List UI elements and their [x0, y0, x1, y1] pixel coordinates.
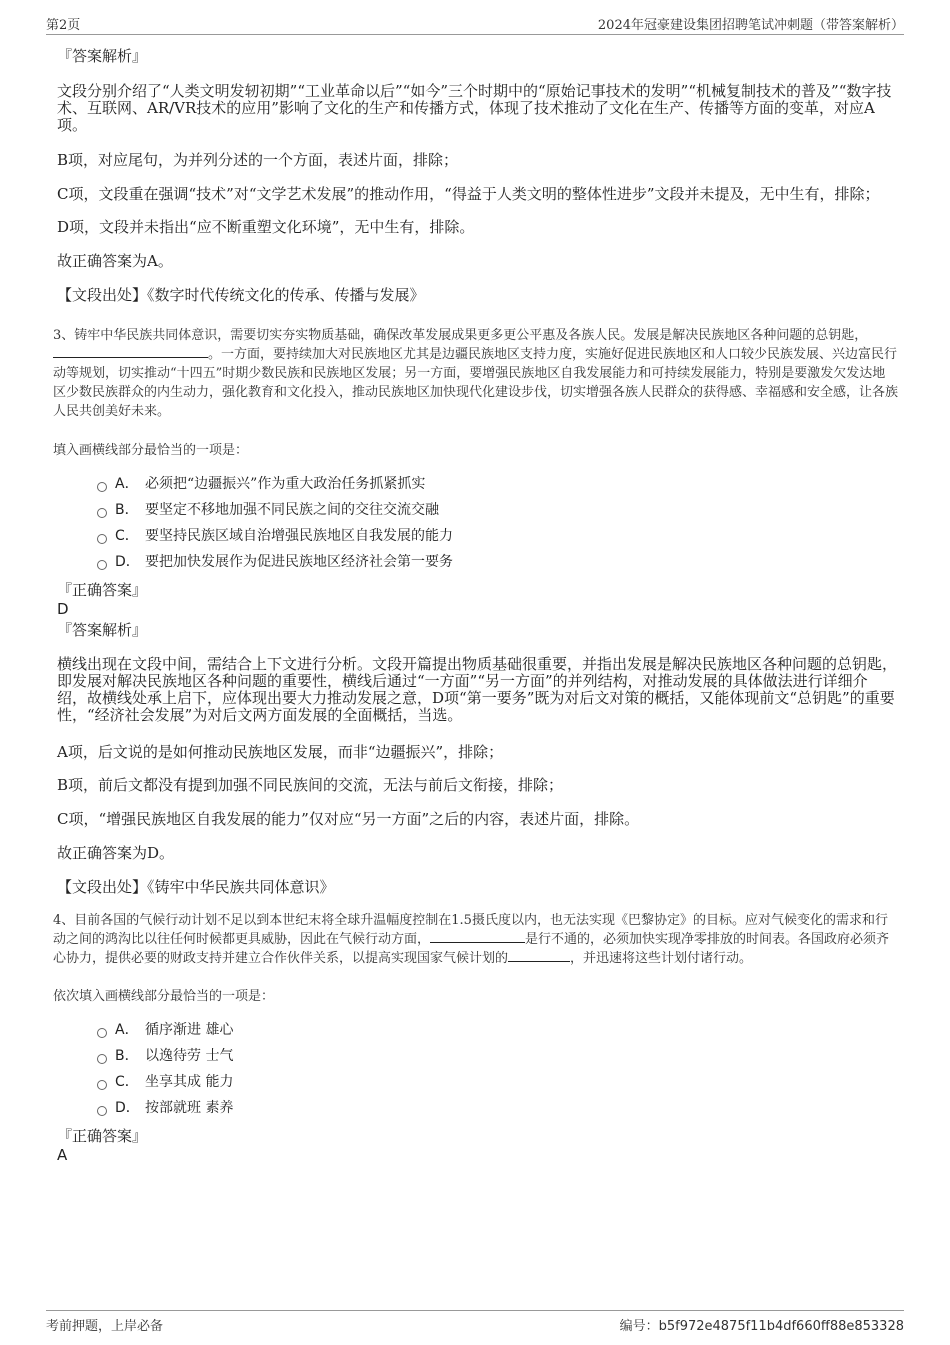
option-text: 要把加快发展作为促进民族地区经济社会第一要务: [145, 554, 453, 570]
q3-option-b[interactable]: [97, 501, 439, 519]
q4-option-d[interactable]: [97, 1099, 233, 1117]
q3-stem: [53, 326, 898, 421]
q3-stem-part-1: 3、铸牢中华民族共同体意识，需要切实夯实物质基础，确保改革发展成果更多更公平惠及各族人民。发展是解决民族地区各种问题的总钥匙，: [53, 328, 868, 343]
q2-analysis-d: D项，文段并未指出“应不断重塑文化环境”，无中生有，排除。: [57, 218, 475, 236]
q3-answer-label: 『正确答案』: [57, 581, 148, 599]
q4-answer-label: 『正确答案』: [57, 1127, 148, 1145]
option-letter: B．: [115, 1048, 139, 1064]
option-text: 要坚定不移地加强不同民族之间的交往交流交融: [145, 502, 439, 518]
option-text: 必须把“边疆振兴”作为重大政治任务抓紧抓实: [145, 476, 426, 492]
q4-stem-part-2: 是行不通的，必须加快实现净零排放的时间表。各国政府必须齐心协力，提供必要的财政支持并建立合作伙伴关系，以提高实现国家气候计划的: [53, 932, 890, 966]
q4-stem: [53, 911, 898, 968]
option-letter: C．: [115, 1074, 139, 1090]
q3-stem-part-2: 。一方面，要持续加大对民族地区尤其是边疆民族地区支持力度，实施好促进民族地区和人口较少民族发展、兴边富民行动等规划，切实推动“十四五”时期少数民族和民族地区发展；另一方面，要增强民族地区自我发展能力和可持续发展能力，特别是要激发欠发达地区少数民族群众的内生动力，强化教育和文化投入，推动民族地区加快现代化建设步伐，切实增强各族人民群众的获得感、幸福感和安全感，让各族人民共创美好未来。: [53, 347, 899, 419]
q2-conclusion: 故正确答案为A。: [57, 252, 173, 270]
q2-analysis-c: C项，文段重在强调“技术”对“文学艺术发展”的推动作用，“得益于人类文明的整体性进步”文段并未提及，无中生有，排除；: [57, 185, 880, 203]
q4-instruction: 依次填入画横线部分最恰当的一项是：: [53, 989, 275, 1004]
option-text: 以逸待劳 士气: [145, 1048, 234, 1064]
q3-analysis-a: A项，后文说的是如何推动民族地区发展，而非“边疆振兴”，排除；: [57, 743, 504, 761]
q3-analysis-text: 横线出现在文段中间，需结合上下文进行分析。文段开篇提出物质基础很重要，并指出发展是解决民族地区各种问题的总钥匙，即发展对解决民族地区各种问题的重要性，横线后通过“一方面”“另一方面”的并列结构，对推动发展的具体做法进行详细介绍，故横线处承上启下，应体现出要大力推动发展之意，D项“第一要务”既为对后文对策的概括，又能体现前文“总钥匙”的重要性，“经济社会发展”为对后文两方面发展的全面概括，当选。: [57, 655, 898, 724]
q3-option-c[interactable]: [97, 527, 453, 545]
radio-icon[interactable]: [97, 1080, 107, 1090]
q2-analysis-label: 『答案解析』: [57, 47, 148, 65]
radio-icon[interactable]: [97, 1028, 107, 1038]
option-letter: A．: [115, 1022, 139, 1038]
page-number: 第2页: [46, 18, 81, 33]
radio-icon[interactable]: [97, 560, 107, 570]
radio-icon[interactable]: [97, 508, 107, 518]
q4-option-b[interactable]: [97, 1047, 233, 1065]
option-letter: A．: [115, 476, 139, 492]
footer-slogan: 考前押题，上岸必备: [46, 1319, 164, 1334]
q4-blank-1: [430, 930, 525, 943]
q3-instruction: 填入画横线部分最恰当的一项是：: [53, 443, 249, 458]
radio-icon[interactable]: [97, 1106, 107, 1116]
q3-analysis-b: B项，前后文都没有提到加强不同民族间的交流，无法与前后文衔接，排除；: [57, 776, 564, 794]
option-letter: D．: [115, 554, 140, 570]
q4-stem-part-1: 4、目前各国的气候行动计划不足以到本世纪末将全球升温幅度控制在1.5摄氏度以内，也无法实现《巴黎协定》的目标。应对气候变化的需求和行动之间的鸿沟比以往任何时候都更具威胁，因此在气候行动方面，: [53, 913, 888, 947]
q4-blank-2: [508, 949, 570, 962]
document-code: 编号：b5f972e4875f11b4df660ff88e853328: [619, 1319, 904, 1334]
page-footer: [46, 1310, 904, 1337]
q3-blank: [53, 345, 208, 358]
q3-option-d[interactable]: [97, 553, 453, 571]
q2-analysis-b: B项，对应尾句，为并列分述的一个方面，表述片面，排除；: [57, 151, 459, 169]
q4-option-a[interactable]: [97, 1021, 233, 1039]
q3-option-a[interactable]: [97, 475, 425, 493]
q4-stem-part-3: ，并迅速将这些计划付诸行动。: [570, 951, 753, 966]
q2-analysis-text: 文段分别介绍了“人类文明发轫初期”“工业革命以后”“如今”三个时期中的“原始记事技术的发明”“机械复制技术的普及”“数字技术、互联网、AR/VR技术的应用”影响了文化的生产和传播方式，体现了技术推动了文化在生产、传播等方面的变革，对应A项。: [57, 82, 892, 134]
q4-answer: A: [57, 1146, 68, 1164]
option-text: 要坚持民族区域自治增强民族地区自我发展的能力: [145, 528, 453, 544]
q3-analysis-c: C项，“增强民族地区自我发展的能力”仅对应“另一方面”之后的内容，表述片面，排除。: [57, 810, 640, 828]
q2-source: 【文段出处】《数字时代传统文化的传承、传播与发展》: [57, 286, 425, 304]
radio-icon[interactable]: [97, 482, 107, 492]
page-header: [46, 12, 904, 35]
radio-icon[interactable]: [97, 534, 107, 544]
radio-icon[interactable]: [97, 1054, 107, 1064]
option-text: 按部就班 素养: [145, 1100, 234, 1116]
option-text: 循序渐进 雄心: [145, 1022, 234, 1038]
q4-option-c[interactable]: [97, 1073, 233, 1091]
option-letter: D．: [115, 1100, 140, 1116]
document-title: 2024年冠豪建设集团招聘笔试冲刺题（带答案解析）: [597, 18, 904, 33]
q3-conclusion: 故正确答案为D。: [57, 844, 175, 862]
q3-analysis-label: 『答案解析』: [57, 621, 148, 639]
option-text: 坐享其成 能力: [145, 1074, 234, 1090]
q3-answer: D: [57, 600, 69, 618]
option-letter: C．: [115, 528, 139, 544]
option-letter: B．: [115, 502, 139, 518]
q3-source: 【文段出处】《铸牢中华民族共同体意识》: [57, 878, 335, 896]
